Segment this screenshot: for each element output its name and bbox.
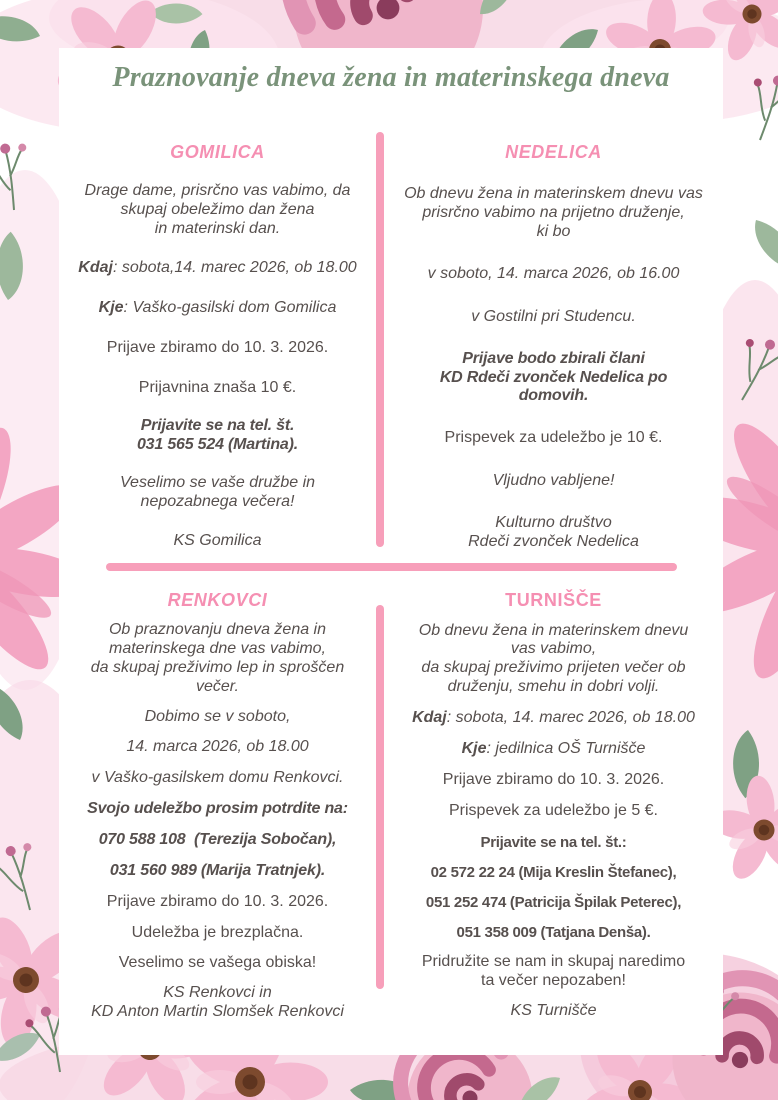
paragraph: Udeležba je brezplačna.	[131, 923, 304, 941]
paragraph: Veselimo se vaše družbe in nepozabnega večera!	[119, 474, 316, 511]
paragraph: Ob dnevu žena in materinskem dnevu vas vabimo, da skupaj preživimo prijeten večer ob druženju, smehu in dobri volji.	[418, 621, 689, 696]
top-sections-row	[59, 132, 723, 552]
paragraph: 14. marca 2026, ob 18.00	[126, 738, 309, 756]
paragraph: KS Gomilica	[173, 532, 262, 550]
page-title: Praznovanje dneva žena in materinskega dneva	[112, 62, 670, 93]
paragraph: Prispevek za udeležbo je 10 €.	[444, 429, 663, 447]
paragraph: 031 560 989 (Marija Tratnjek).	[109, 861, 326, 879]
paragraph: Prijave bodo zbirali člani KD Rdeči zvonček Nedelica po domovih.	[439, 349, 668, 405]
paragraph: Vljudno vabljene!	[492, 472, 615, 490]
paragraph: 051 358 009 (Tatjana Denša).	[456, 923, 651, 941]
vertical-divider-top	[376, 132, 384, 547]
paragraph: Dobimo se v soboto,	[144, 707, 291, 725]
section-title-renkovci: RENKOVCI	[167, 590, 268, 610]
paragraph: Pridružite se nam in skupaj naredimo ta večer nepozaben!	[421, 952, 686, 989]
paragraph: Prispevek za udeležbo je 5 €.	[448, 802, 658, 820]
paragraph: Kdaj: sobota, 14. marec 2026, ob 18.00	[412, 708, 695, 726]
paragraph: Kje: Vaško-gasilski dom Gomilica	[98, 298, 337, 316]
paragraph-label: Kje	[98, 298, 124, 316]
paragraph: v soboto, 14. marca 2026, ob 16.00	[427, 264, 680, 282]
paragraph: v Vaško-gasilskem domu Renkovci.	[91, 769, 344, 787]
paragraph: KS Turnišče	[510, 1002, 597, 1020]
paragraph: Drage dame, prisrčno vas vabimo, da skupaj obeležimo dan žena in materinski dan.	[84, 182, 351, 237]
paragraph-label: Kdaj	[412, 708, 447, 726]
section-nedelica	[376, 132, 723, 552]
section-title-nedelica: NEDELICA	[505, 142, 602, 162]
paragraph: Prijavite se na tel. št.:	[480, 833, 627, 851]
paragraph: Kulturno društvo Rdeči zvonček Nedelica	[468, 514, 639, 551]
vertical-divider-bottom	[376, 605, 384, 989]
section-title-gomilica: GOMILICA	[170, 142, 265, 162]
section-gomilica	[59, 132, 376, 552]
paragraph: KS Renkovci in KD Anton Martin Slomšek Renkovci	[91, 984, 344, 1021]
paragraph: Prijave zbiramo do 10. 3. 2026.	[442, 771, 665, 789]
paragraph: Prijave zbiramo do 10. 3. 2026.	[106, 892, 329, 910]
flyer-card	[59, 48, 723, 1055]
paragraph: Prijave zbiramo do 10. 3. 2026.	[106, 338, 329, 356]
paragraph: v Gostilni pri Studencu.	[471, 307, 636, 325]
paragraph: Ob dnevu žena in materinskem dnevu vas prisrčno vabimo na prijetno druženje, ki bo	[404, 185, 703, 240]
paragraph: 02 572 22 24 (Mija Kreslin Štefanec),	[430, 863, 677, 881]
bottom-sections-row	[59, 580, 723, 1022]
paragraph: 070 588 108 (Terezija Sobočan),	[98, 830, 337, 848]
paragraph: Svojo udeležbo prosim potrdite na:	[87, 800, 348, 818]
paragraph: Kdaj: sobota,14. marec 2026, ob 18.00	[78, 258, 357, 276]
paragraph: 051 252 474 (Patricija Špilak Peterec),	[425, 893, 682, 911]
section-title-turnisce: TURNIŠČE	[505, 590, 602, 610]
paragraph-label: Kje	[461, 739, 487, 757]
paragraph: Kje: jedilnica OŠ Turnišče	[461, 739, 646, 757]
section-renkovci	[59, 580, 376, 1022]
paragraph: Veselimo se vašega obiska!	[118, 954, 317, 972]
paragraph: Prijavite se na tel. št. 031 565 524 (Martina).	[136, 417, 299, 454]
paragraph: Prijavnina znaša 10 €.	[138, 378, 297, 396]
horizontal-divider	[106, 563, 677, 571]
paragraph: Ob praznovanju dneva žena in materinskega dne vas vabimo, da skupaj preživimo lep in sproščen večer.	[90, 621, 345, 695]
paragraph-label: Kdaj	[78, 258, 113, 276]
section-turnisce	[376, 580, 723, 1022]
